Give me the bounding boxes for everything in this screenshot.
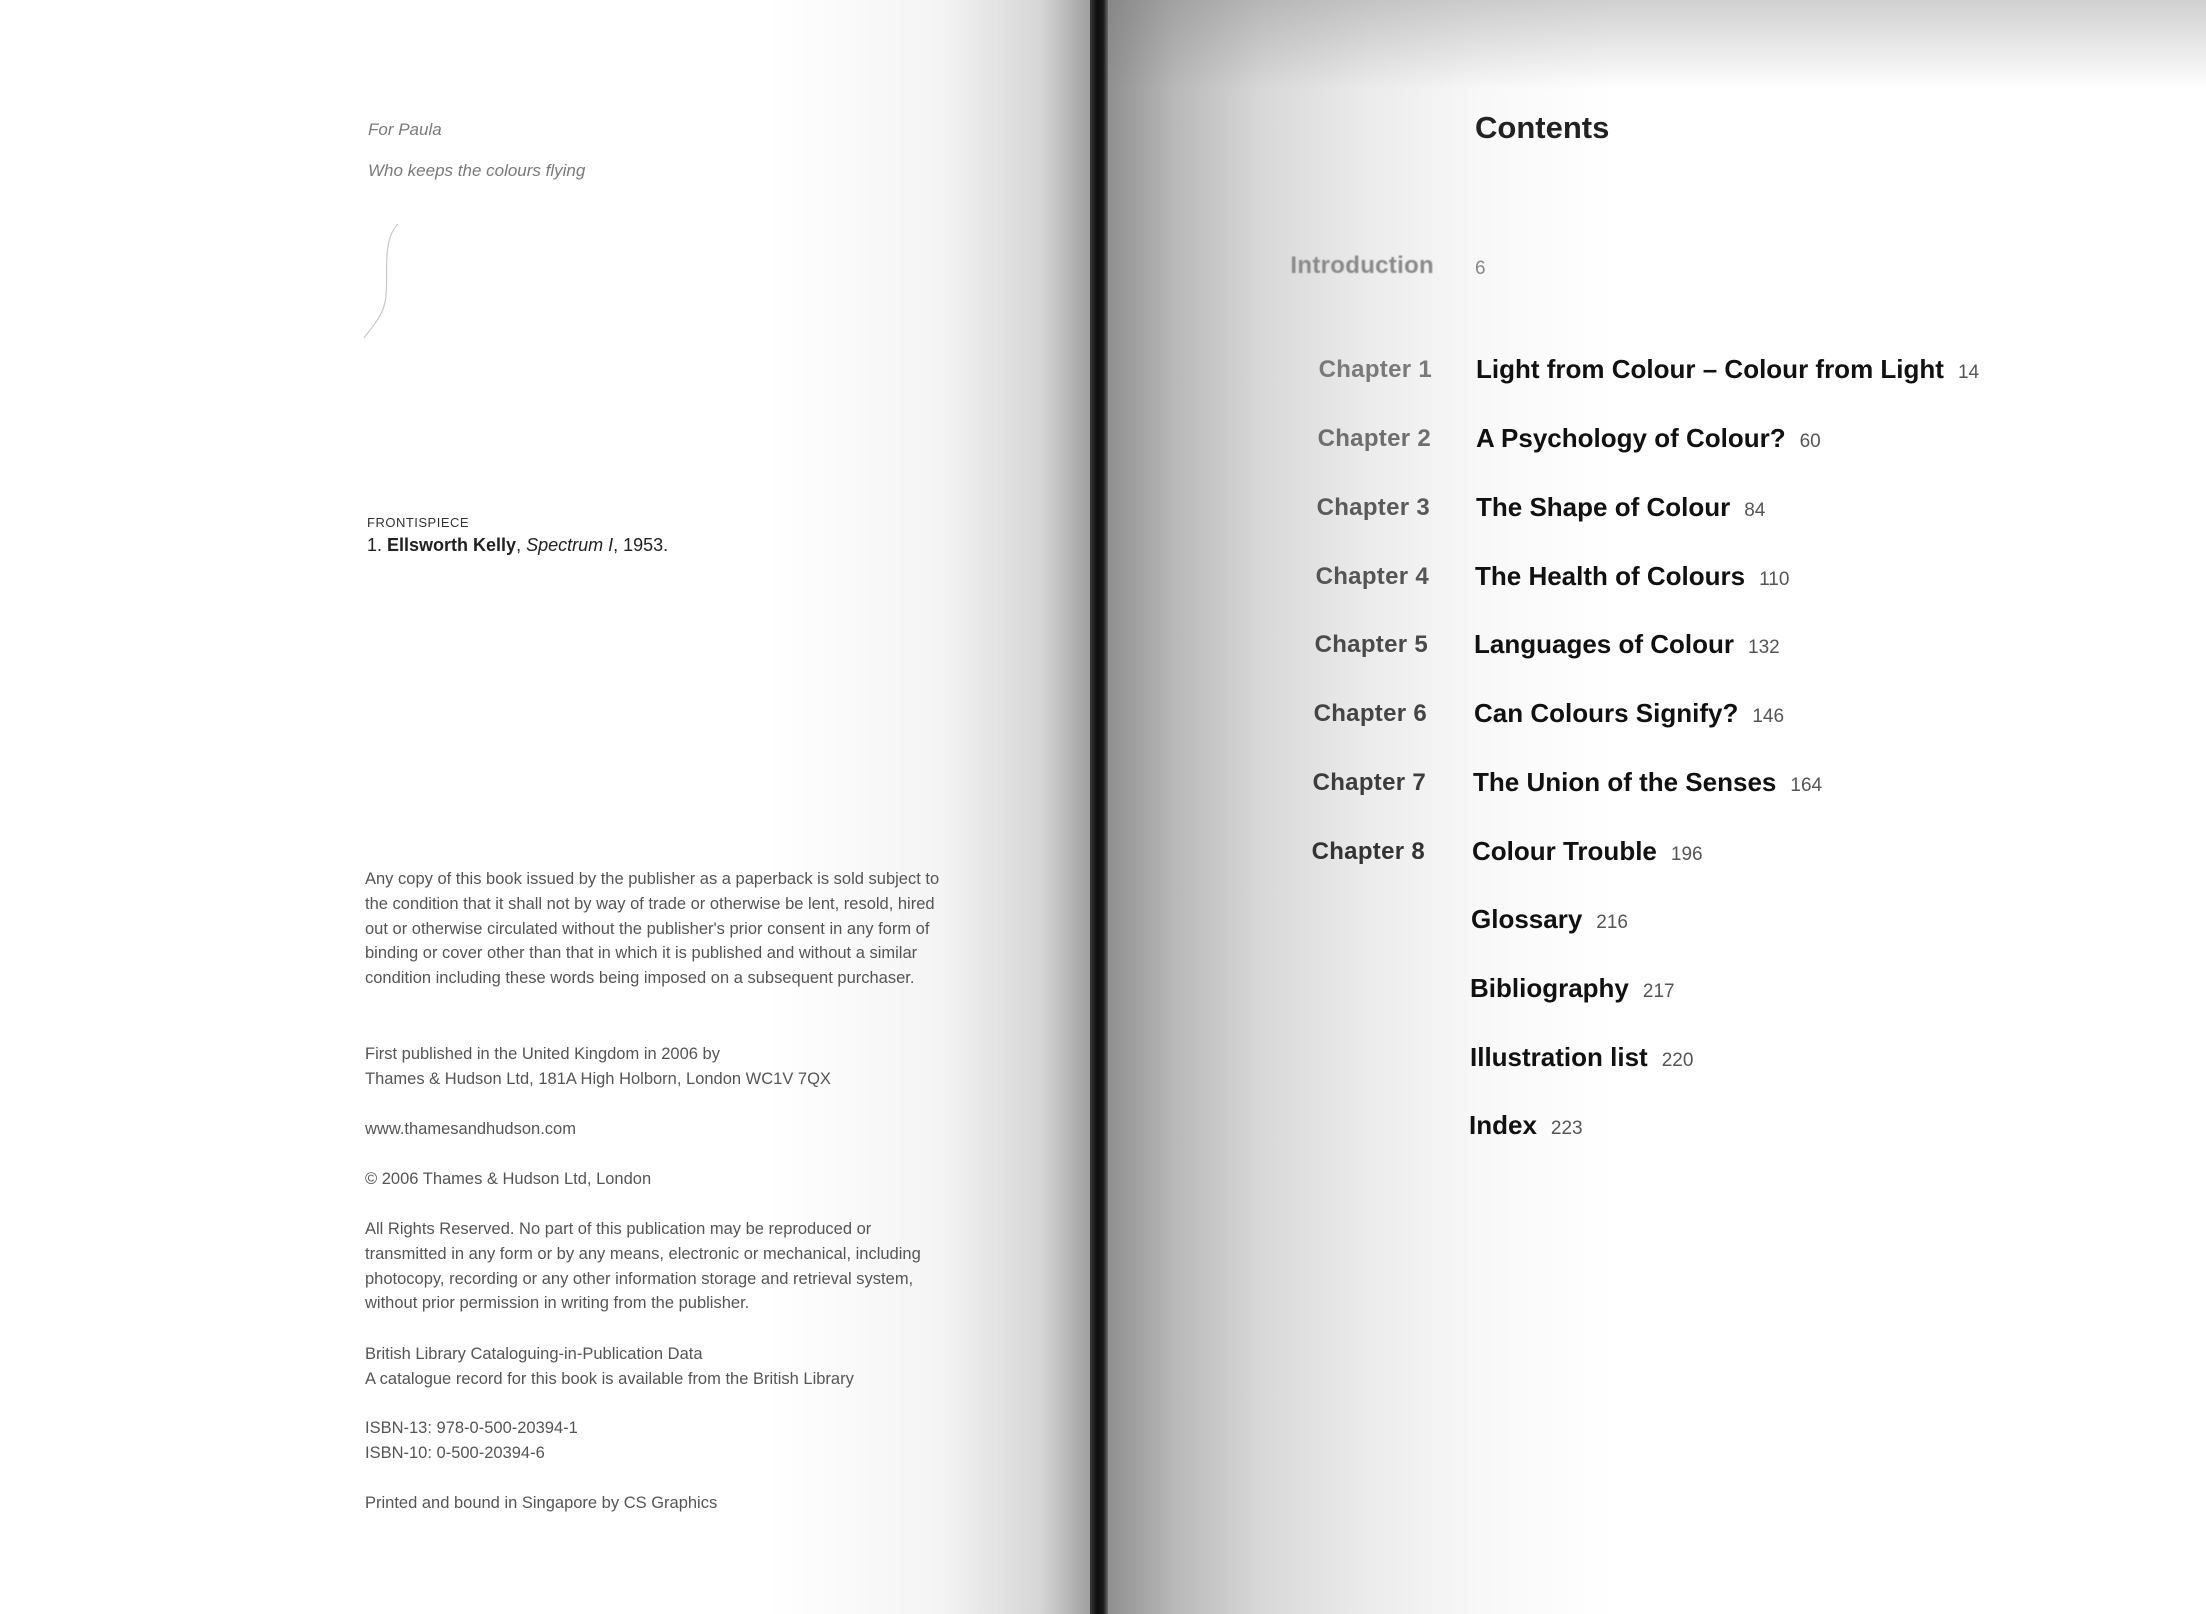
- toc-page-number: 217: [1642, 981, 1675, 1002]
- toc-title: Index: [1469, 1110, 1537, 1140]
- toc-label-chapter-7: Chapter 7: [1312, 769, 1426, 796]
- toc-page-number: 132: [1748, 637, 1780, 658]
- first-published-line-2: Thames & Hudson Ltd, 181A High Holborn, London WC1V 7QX: [365, 1070, 831, 1088]
- toc-page-number: 146: [1752, 706, 1785, 727]
- toc-page-number: 196: [1670, 844, 1703, 865]
- toc-label-chapter-1: Chapter 1: [1318, 356, 1432, 383]
- toc-title: Languages of Colour: [1474, 629, 1734, 659]
- cip-line-2: A catalogue record for this book is available from the British Library: [365, 1370, 854, 1388]
- publisher-website: www.thamesandhudson.com: [365, 1120, 576, 1138]
- toc-entry-4[interactable]: [1475, 561, 1789, 592]
- toc-page-number: 6: [1475, 258, 1486, 279]
- toc-title: Colour Trouble: [1472, 836, 1657, 866]
- toc-page-number: 14: [1957, 362, 1980, 383]
- toc-entry-1[interactable]: [1476, 354, 1979, 385]
- toc-title: The Union of the Senses: [1473, 767, 1777, 797]
- toc-label-introduction: Introduction: [1290, 252, 1434, 279]
- toc-label-chapter-6: Chapter 6: [1313, 700, 1427, 727]
- caption-work-title: Spectrum I: [526, 535, 614, 555]
- isbn-13: ISBN-13: 978-0-500-20394-1: [365, 1419, 578, 1437]
- caption-number: 1.: [367, 535, 383, 555]
- contents-heading: Contents: [1475, 110, 1610, 145]
- caption-separator: ,: [516, 535, 522, 555]
- toc-page-number: 60: [1799, 431, 1821, 452]
- sale-condition-notice: Any copy of this book issued by the publisher as a paperback is sold subject to the condition that it shall not by way of trade or otherwise be lent, resold, hired out or otherwise circulated without the publisher's prior consent in any form of binding or cover other than that in which it is published and without a similar condition including these words being imposed on a subsequent purchaser.: [365, 870, 940, 988]
- toc-title: Glossary: [1471, 904, 1583, 934]
- cip-line-1: British Library Cataloguing-in-Publication Data: [365, 1345, 703, 1363]
- toc-title: Light from Colour – Colour from Light: [1476, 354, 1944, 384]
- isbn-10: ISBN-10: 0-500-20394-6: [365, 1444, 545, 1462]
- toc-entry-8[interactable]: [1472, 836, 1703, 867]
- dedication-line-2: Who keeps the colours flying: [368, 161, 586, 180]
- book-gutter: [1090, 0, 1108, 1614]
- toc-entry-7[interactable]: [1473, 767, 1822, 798]
- rights-reserved-notice: All Rights Reserved. No part of this publication may be reproduced or transmitted in any form or by any means, electronic or mechanical, including photocopy, recording or any other information storage and retrieval system, without prior permission in writing from the publisher.: [365, 1220, 921, 1313]
- toc-title: The Health of Colours: [1475, 561, 1746, 591]
- toc-label-chapter-5: Chapter 5: [1314, 631, 1428, 658]
- first-published-line-1: First published in the United Kingdom in 2006 by: [365, 1045, 720, 1063]
- toc-entry-5[interactable]: [1474, 629, 1780, 660]
- toc-entry-9[interactable]: [1471, 904, 1628, 935]
- frontispiece-caption: [367, 535, 668, 556]
- toc-page-number: 110: [1759, 569, 1790, 590]
- frontispiece-label: FRONTISPIECE: [367, 515, 470, 530]
- toc-page-number: 223: [1550, 1118, 1583, 1139]
- toc-entry-10[interactable]: [1470, 973, 1675, 1004]
- caption-artist: Ellsworth Kelly: [387, 535, 517, 555]
- toc-entry-3[interactable]: [1476, 492, 1765, 523]
- toc-page-number: 220: [1661, 1050, 1694, 1071]
- toc-title: The Shape of Colour: [1476, 492, 1731, 522]
- toc-title: Can Colours Signify?: [1474, 698, 1739, 728]
- dedication-line-1: For Paula: [368, 120, 442, 139]
- toc-title: Illustration list: [1470, 1042, 1648, 1072]
- toc-label-chapter-8: Chapter 8: [1311, 838, 1425, 865]
- toc-label-chapter-3: Chapter 3: [1316, 494, 1430, 521]
- toc-page-number: 164: [1790, 775, 1823, 796]
- toc-entry-12[interactable]: [1469, 1110, 1583, 1141]
- toc-entry-6[interactable]: [1474, 698, 1784, 729]
- right-page: [1108, 0, 2206, 1614]
- toc-title: A Psychology of Colour?: [1476, 423, 1786, 453]
- toc-page-number: 84: [1744, 500, 1766, 521]
- toc-label-chapter-2: Chapter 2: [1317, 425, 1431, 452]
- toc-title: Bibliography: [1470, 973, 1629, 1003]
- printer-line: Printed and bound in Singapore by CS Graphics: [365, 1494, 718, 1512]
- toc-entry-11[interactable]: [1470, 1042, 1693, 1073]
- copyright-line: © 2006 Thames & Hudson Ltd, London: [365, 1170, 652, 1188]
- toc-entry-0[interactable]: [1475, 250, 1486, 281]
- toc-entry-2[interactable]: [1476, 423, 1821, 454]
- pencil-mark: [360, 222, 410, 342]
- caption-year: , 1953.: [613, 535, 669, 555]
- toc-label-chapter-4: Chapter 4: [1315, 563, 1429, 590]
- toc-page-number: 216: [1596, 912, 1628, 933]
